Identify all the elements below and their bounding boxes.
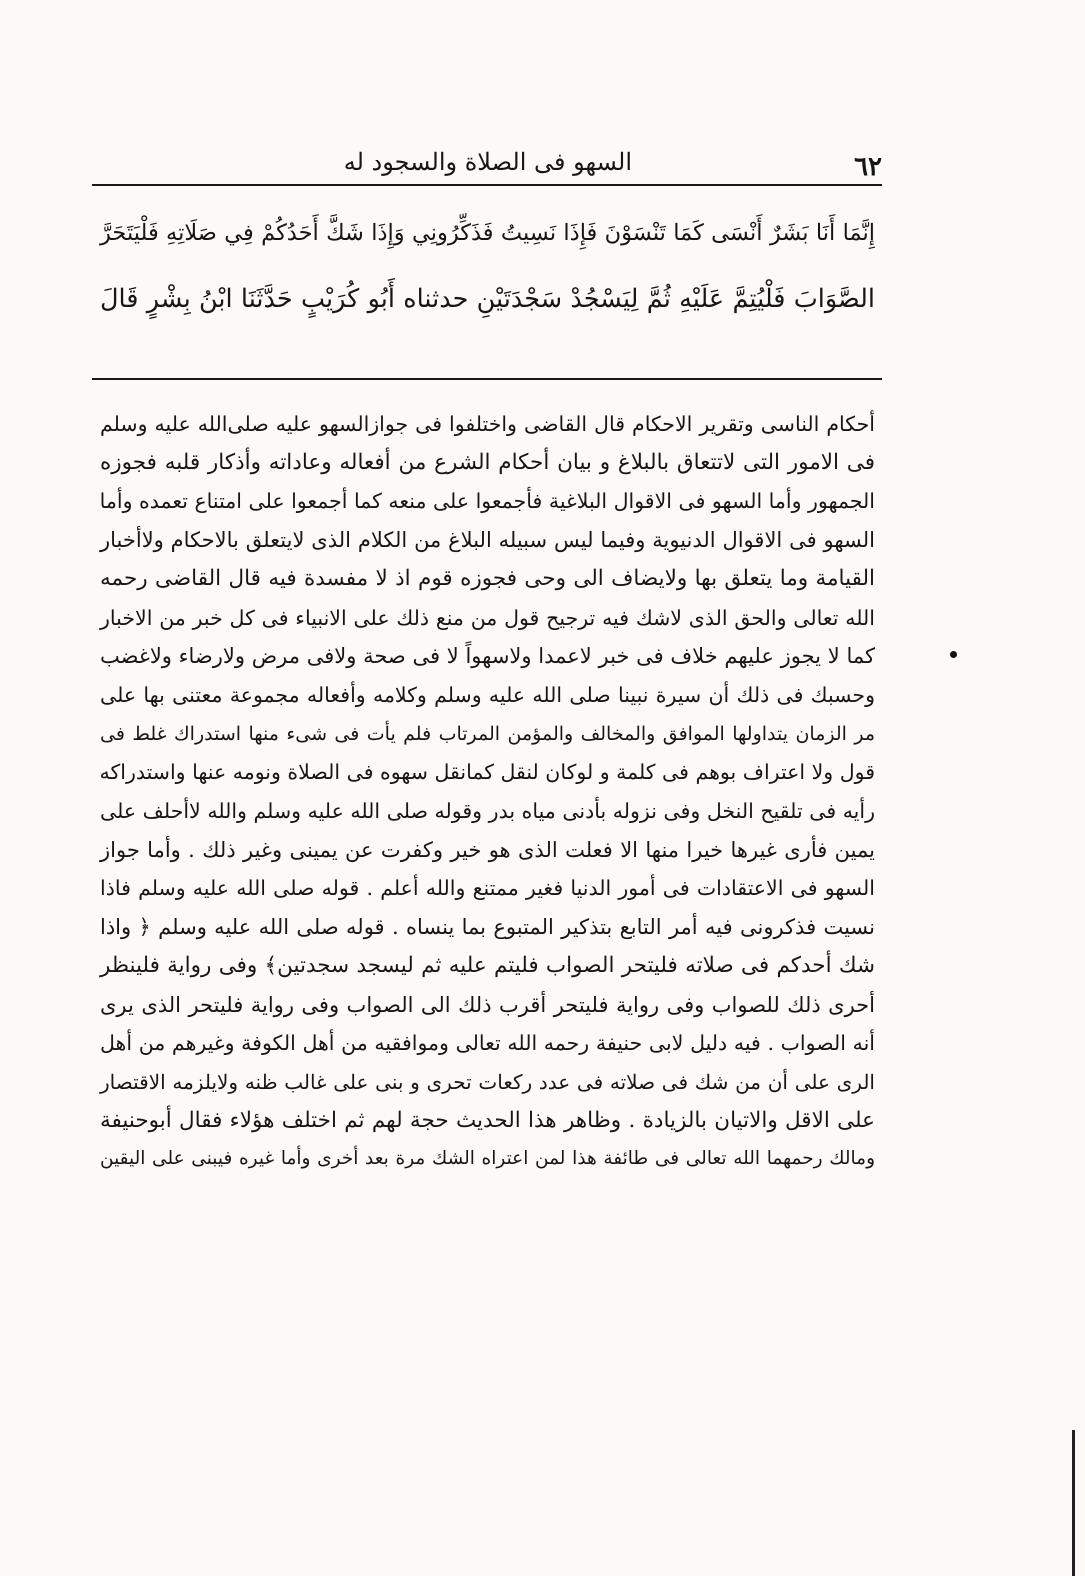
- commentary-line: الجمهور وأما السهو فى الاقوال البلاغية فأجمعوا على منعه كما أجمعوا على امتناع تعمده وأما: [99, 489, 875, 514]
- section-divider-rule: [92, 378, 882, 380]
- commentary-line: شك أحدكم فى صلاته فليتحر الصواب فليتم عليه ثم ليسجد سجدتين﴾ وفى رواية فلينظر: [100, 952, 875, 978]
- commentary-line: ومالك رحمهما الله تعالى فى طائفة هذا لمن اعتراه الشك مرة بعد أخرى وأما غيره فيبنى على اليقين: [100, 1148, 875, 1170]
- commentary-line: نسيت فذكرونى فيه أمر التابع بتذكير المتبوع بما ينساه . قوله صلى الله عليه وسلم ﴿ واذا: [100, 915, 875, 940]
- commentary-line: القيامة وما يتعلق بها ولايضاف الى وحى فجوزه قوم اذ لا مفسدة فيه قال القاضى رحمه: [100, 565, 875, 591]
- page-header: [92, 148, 882, 182]
- commentary-line: الله تعالى والحق الذى لاشك فيه ترجيح قول من منع ذلك على الانبياء فى كل خبر من الاخبار: [100, 605, 875, 630]
- commentary-text: [100, 405, 875, 1179]
- scan-edge-shadow: [1072, 1430, 1075, 1576]
- commentary-line: السهو فى الاعتقادات فى أمور الدنيا فغير ممتنع والله أعلم . قوله صلى الله عليه وسلم فاذا: [100, 876, 875, 901]
- commentary-line: أحرى ذلك للصواب وفى رواية فليتحر أقرب ذلك الى الصواب وفى رواية فليتحر الذى يرى: [100, 992, 875, 1017]
- commentary-line: كما لا يجوز عليهم خلاف فى خبر لاعمدا ولاسهواً لا فى صحة ولافى مرض ولارضاء ولاغضب: [100, 644, 875, 669]
- commentary-line: أحكام الناسى وتقرير الاحكام قال القاضى واختلفوا فى جوازالسهو عليه صلى‌الله عليه وسلم: [100, 412, 875, 436]
- commentary-line: رأيه فى تلقيح النخل وفى نزوله بأدنى مياه بدر وقوله صلى الله عليه وسلم والله لاأحلف على: [100, 799, 875, 824]
- running-title: السهو فى الصلاة والسجود له: [343, 148, 632, 176]
- commentary-line: وحسبك فى ذلك أن سيرة نبينا صلى الله عليه وسلم وكلامه وأفعاله مجموعة معتنى بها على: [100, 682, 875, 707]
- commentary-line: فى الامور التى لاتتعاق بالبلاغ و بيان أحكام الشرع من أفعاله وعاداته وأذكار قلبه فجوزه: [100, 449, 875, 475]
- commentary-line: الرى على أن من شك فى صلاته فى عدد ركعات تحرى و بنى على غالب ظنه ولايلزمه الاقتصار: [100, 1069, 875, 1094]
- ink-dot-mark: [950, 651, 957, 658]
- commentary-line: يمين فأرى غيرها خيرا منها الا فعلت الذى هو خير وكفرت عن يمينى وغير ذلك . وأما جواز: [100, 837, 875, 862]
- header-rule: [92, 184, 882, 186]
- hadith-line: إِنَّمَا أَنَا بَشَرٌ أَنْسَى كَمَا تَنْسَوْنَ فَإِذَا نَسِيتُ فَذَكِّرُونِي وَإِذَا شَكَّ أَحَدُكُمْ فِي صَلَاتِهِ فَلْيَتَحَرَّ: [100, 220, 875, 246]
- commentary-line: مر الزمان يتداولها الموافق والمخالف والمؤمن المرتاب فلم يأت فى شىء منها استدراك غلط فى: [100, 722, 875, 745]
- commentary-line: أنه الصواب . فيه دليل لابى حنيفة رحمه الله تعالى وموافقيه من أهل الكوفة وغيرهم من أهل: [100, 1031, 875, 1056]
- page-number: ٦٢: [854, 152, 882, 182]
- commentary-line: السهو فى الاقوال الدنيوية وفيما ليس سبيله البلاغ من الكلام الذى لايتعلق بالاحكام ولاأخبار: [100, 528, 875, 553]
- hadith-line: الصَّوَابَ فَلْيُتِمَّ عَلَيْهِ ثُمَّ لِيَسْجُدْ سَجْدَتَيْنِ حدثناه أَبُو كُرَيْبٍ حَدَّثَنَا ابْنُ بِشْرٍ قَالَ: [100, 284, 875, 314]
- commentary-line: على الاقل والاتيان بالزيادة . وظاهر هذا الحديث حجة لهم ثم اختلف هؤلاء فقال أبوحنيفة: [100, 1107, 875, 1133]
- hadith-text: [100, 200, 875, 332]
- commentary-line: قول ولا اعتراف بوهم فى كلمة و لوكان لنقل كمانقل سهوه فى الصلاة ونومه عنها واستدراكه: [99, 760, 875, 785]
